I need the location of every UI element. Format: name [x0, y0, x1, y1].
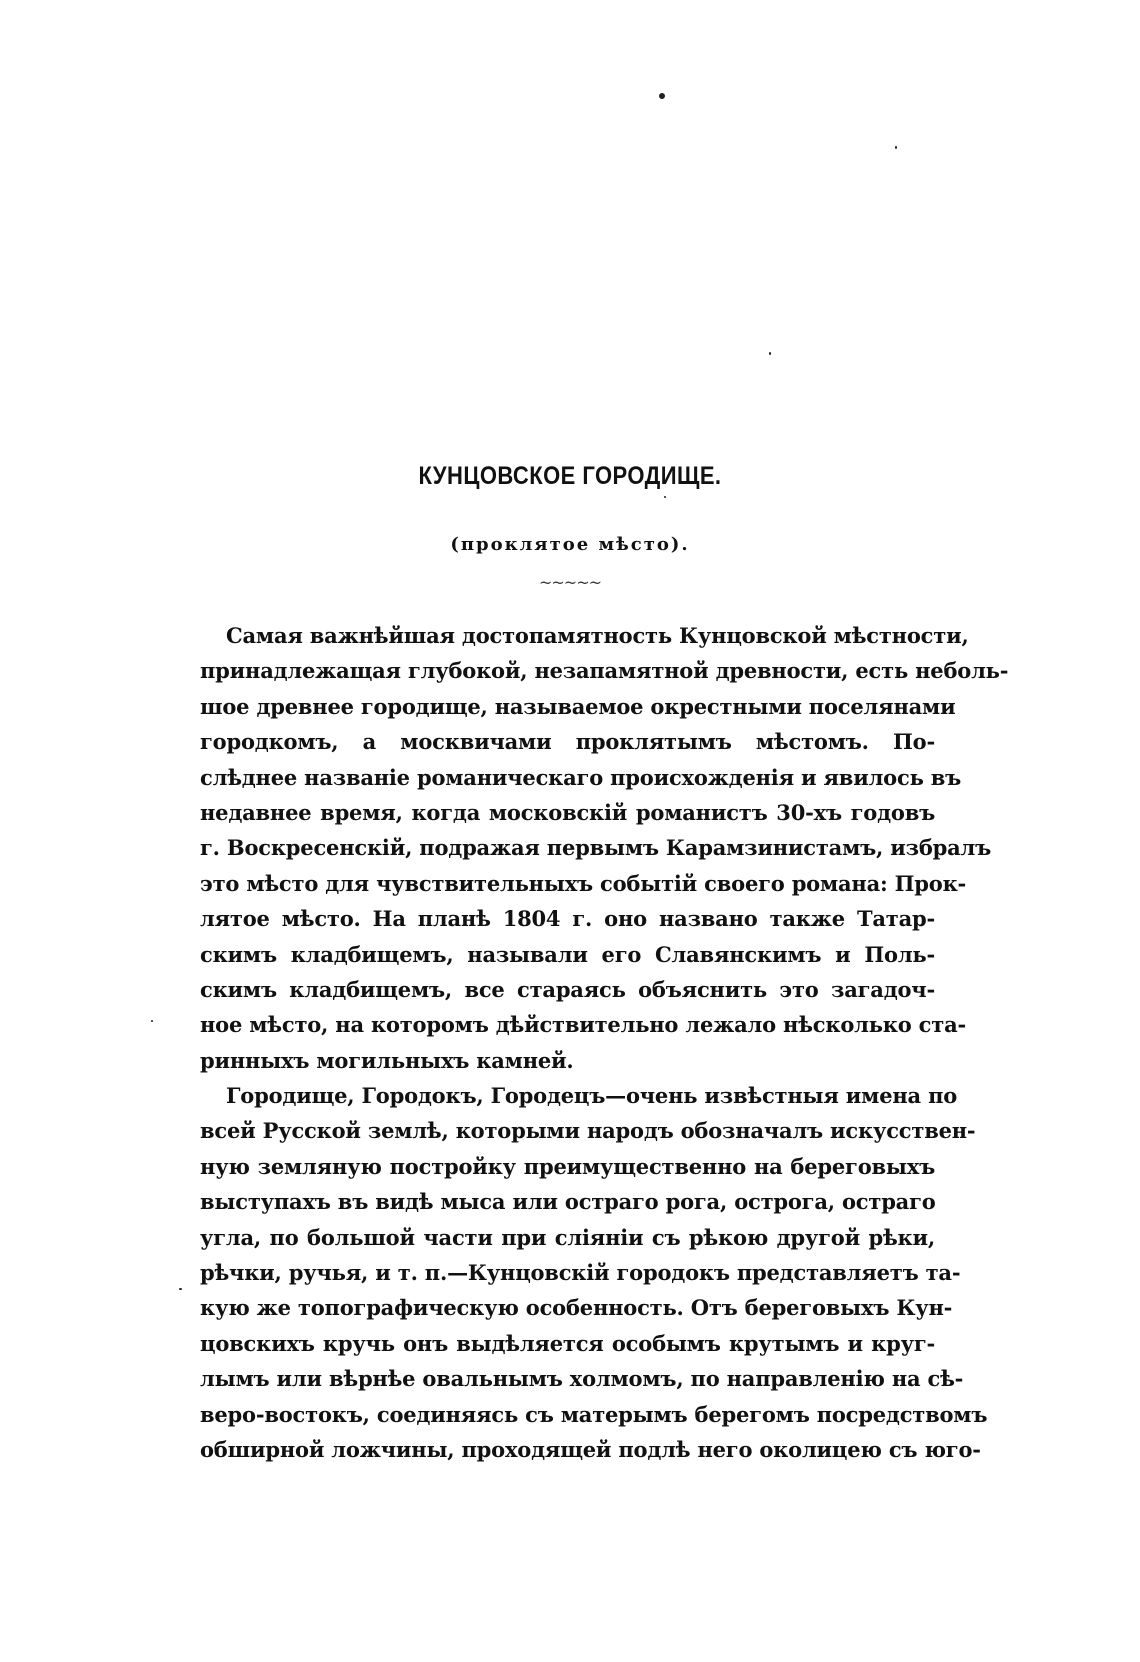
- text-line: ное мѣсто, на которомъ дѣйствительно лежало нѣсколько ста-: [200, 1012, 967, 1038]
- chapter-title: КУНЦОВСКОЕ ГОРОДИЩЕ.: [418, 462, 722, 490]
- print-speck: [659, 93, 665, 99]
- chapter-subtitle: (проклятое мѣсто).: [450, 534, 690, 555]
- print-speck: [769, 352, 771, 355]
- text-line: принадлежащая глубокой, незапамятной древности, есть неболь-: [200, 658, 1009, 684]
- text-line: скимъ кладбищемъ, все стараясь объяснить это загадоч-: [200, 976, 935, 1002]
- print-speck: [151, 1020, 153, 1022]
- text-line: скимъ кладбищемъ, называли его Славянскимъ и Поль-: [200, 941, 935, 967]
- text-line: рѣчки, ручья, и т. п.—Кунцовскій городокъ представляетъ та-: [200, 1260, 961, 1286]
- text-line: г. Воскресенскій, подражая первымъ Карамзинистамъ, избралъ: [200, 835, 992, 861]
- text-line: лятое мѣсто. На планѣ 1804 г. оно названо также Татар-: [200, 906, 935, 932]
- text-line: всей Русской землѣ, которыми народъ обозначалъ искусствен-: [200, 1118, 976, 1144]
- text-line: недавнее время, когда московскій романистъ 30-хъ годовъ: [200, 799, 935, 825]
- text-line: ную земляную постройку преимущественно на береговыхъ: [200, 1153, 935, 1179]
- text-line: угла, по большой части при сліяніи съ рѣкою другой рѣки,: [200, 1224, 935, 1250]
- text-line: ринныхъ могильныхъ камней.: [200, 1047, 574, 1073]
- ornament-divider: ~~~~~: [538, 573, 602, 592]
- print-speck: [179, 1288, 182, 1290]
- text-line: слѣднее названіе романическаго происхожденія и явилось въ: [200, 764, 962, 790]
- text-line: Городище, Городокъ, Городецъ—очень извѣстныя имена по: [226, 1083, 958, 1109]
- print-speck: [895, 146, 897, 149]
- text-line: шое древнее городище, называемое окрестными поселянами: [200, 693, 956, 719]
- text-line: городкомъ, а москвичами проклятымъ мѣстомъ. По-: [200, 729, 935, 755]
- text-line: Самая важнѣйшая достопамятность Кунцовской мѣстности,: [226, 623, 969, 648]
- text-line: кую же топографическую особенность. Отъ береговыхъ Кун-: [200, 1295, 953, 1321]
- text-line: цовскихъ кручь онъ выдѣляется особымъ крутымъ и круг-: [200, 1330, 935, 1356]
- text-line: лымъ или вѣрнѣе овальнымъ холмомъ, по направленію на сѣ-: [200, 1366, 964, 1392]
- body-text: [200, 618, 1009, 1467]
- print-speck: [664, 496, 666, 498]
- text-line: веро-востокъ, соединяясь съ матерымъ берегомъ посредствомъ: [200, 1401, 988, 1427]
- text-line: обширной ложчины, проходящей подлѣ него околицею съ юго-: [200, 1436, 981, 1462]
- text-line: выступахъ въ видѣ мыса или остраго рога, острога, остраго: [200, 1189, 936, 1215]
- text-line: это мѣсто для чувствительныхъ событій своего романа: Прок-: [200, 870, 967, 896]
